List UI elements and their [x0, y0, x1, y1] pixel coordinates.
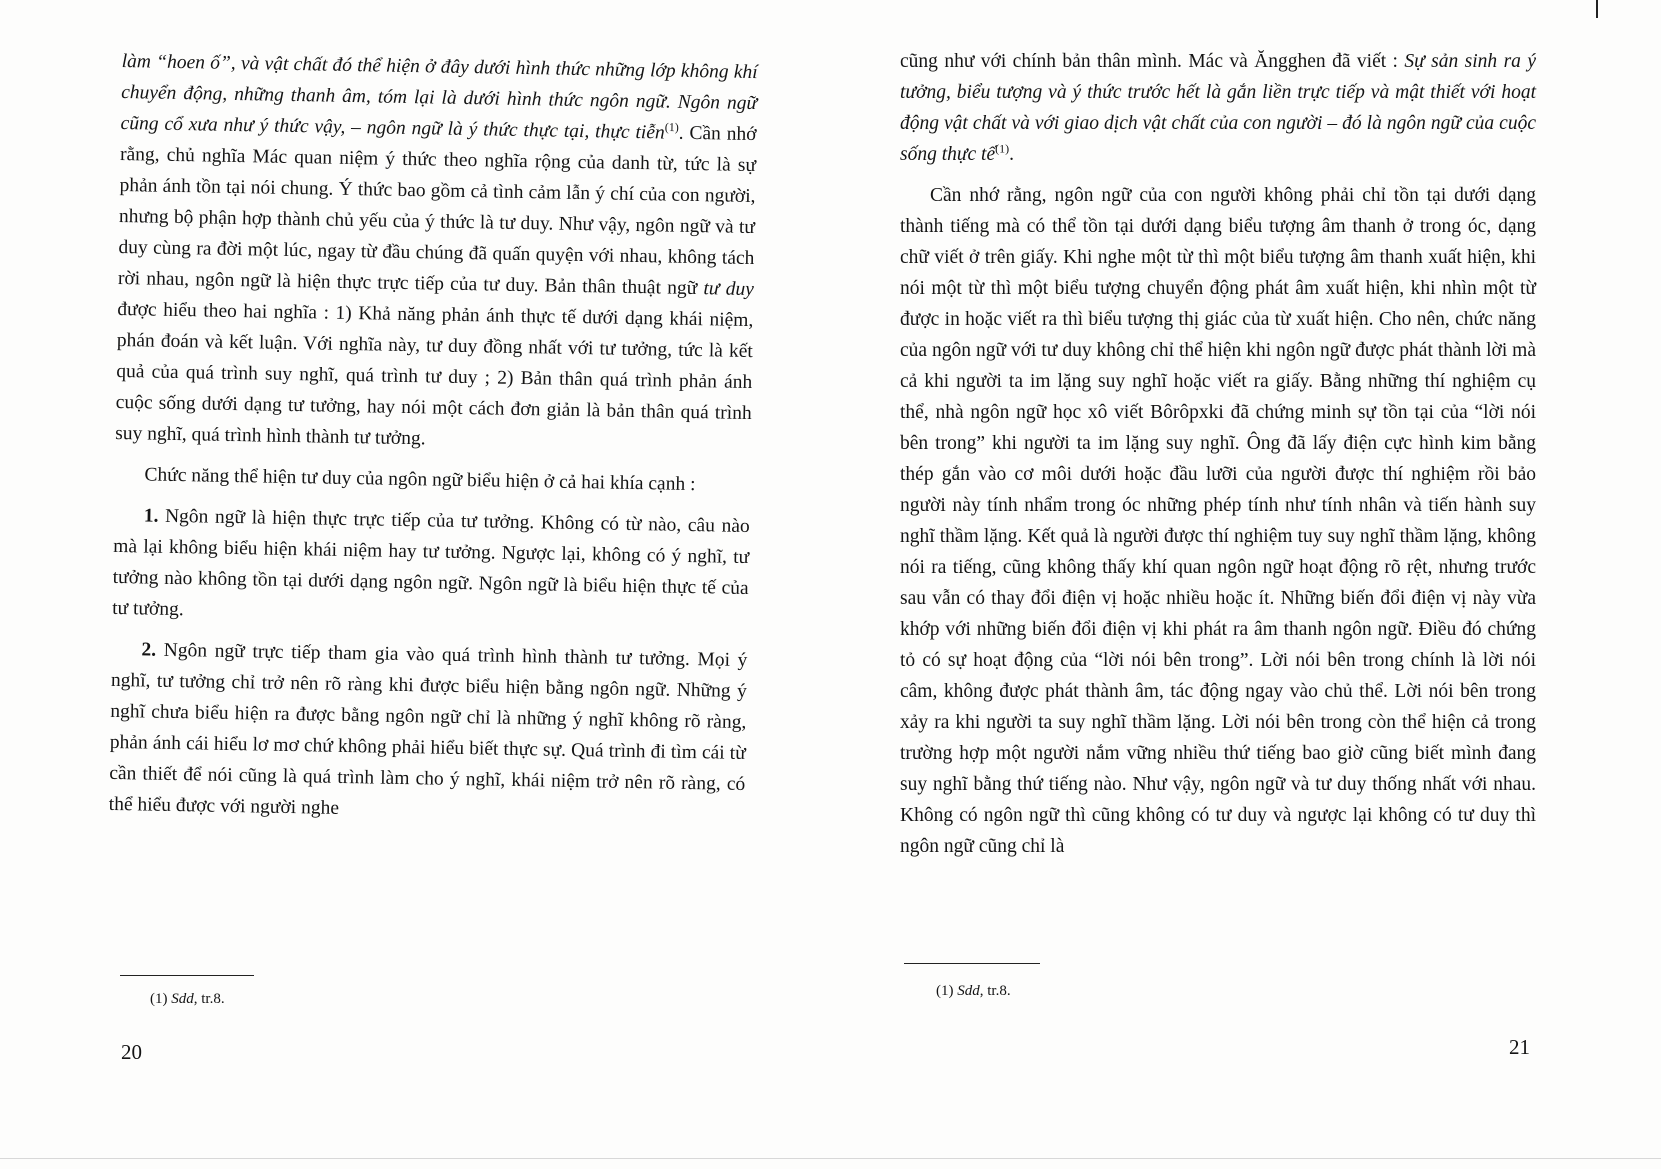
- footnote-ref: (1): [995, 141, 1010, 156]
- paragraph-text: cũng như với chính bản thân mình. Mác và Ăngghen đã viết :: [900, 51, 1405, 72]
- footnote: [936, 982, 1011, 1000]
- list-number: 1.: [143, 505, 159, 527]
- footnote-ref: (1): [664, 119, 679, 135]
- footnote-mark: (1): [150, 991, 168, 1007]
- scan-mark: [1596, 0, 1598, 18]
- right-paragraph-1: [900, 46, 1536, 170]
- footnote-divider: [904, 963, 1040, 964]
- footnote-divider: [120, 975, 254, 976]
- left-paragraph-1: [115, 46, 758, 460]
- footnote-source: Sdd: [957, 983, 980, 999]
- left-page-body: [108, 46, 757, 831]
- paragraph-text: được hiểu theo hai nghĩa : 1) Khả năng phản ánh thực tế dưới dạng khái niệm, phán đoán và kết luận. Với nghĩa này, tư duy đồng nhất với tư tưởng, tức là kết quả của quá trình suy nghĩ, quá trình tư duy ; 2) Bản thân quá trình phản ánh cuộc sống dưới dạng tư tưởng, hay nói một cách đơn giản là bản thân quá trình suy nghĩ, quá trình hình thành tư tưởng.: [115, 298, 754, 450]
- quote-text: làm “hoen ố”, và vật chất đó thể hiện ở đây dưới hình thức những lớp không khí chuyển động, những thanh âm, tóm lại là dưới hình thức ngôn ngữ. Ngôn ngữ cũng cổ xưa như ý thức vậy, – ngôn ngữ là ý thức thực tại, thực tiễn: [120, 50, 758, 144]
- term-tu-duy: tư duy: [703, 278, 755, 301]
- footnote-pages: , tr.8.: [979, 983, 1011, 999]
- page-number: 21: [1509, 1035, 1530, 1059]
- right-page-body: [900, 46, 1536, 862]
- footnote-pages: , tr.8.: [193, 991, 225, 1007]
- left-paragraph-3: [112, 500, 750, 635]
- scan-edge: [0, 1158, 1661, 1159]
- paragraph-text: Ngôn ngữ trực tiếp tham gia vào quá trình hình thành tư tưởng. Mọi ý nghĩ, tư tưởng chỉ trở nên rõ ràng khi được biểu hiện bằng ngôn ngữ. Những ý nghĩ chưa biểu hiện ra được bằng ngôn ngữ chỉ là những ý nghĩ không rõ ràng, phản ánh cái hiểu lơ mơ chứ không phải hiểu biết thực sự. Quá trình đi tìm cái từ cần thiết để nói cũng là quá trình làm cho ý nghĩ, khái niệm trở nên rõ ràng, có thể hiểu được với người nghe: [108, 639, 748, 819]
- left-paragraph-2: [114, 459, 750, 501]
- list-number: 2.: [141, 639, 157, 661]
- left-page: [0, 0, 830, 1169]
- footnote-mark: (1): [936, 983, 954, 999]
- page-number: 20: [121, 1040, 142, 1064]
- left-paragraph-4: [108, 634, 747, 831]
- paragraph-text: Chức năng thể hiện tư duy của ngôn ngữ biểu hiện ở cả hai khía cạnh :: [144, 464, 696, 496]
- paragraph-text: Cần nhớ rằng, ngôn ngữ của con người không phải chỉ tồn tại dưới dạng thành tiếng mà có thể tồn tại dưới dạng biểu tượng âm thanh ở trong óc, dạng chữ viết ở trên giấy. Khi nghe một từ thì một biểu tượng âm thanh xuất hiện, khi nói một từ thì một biểu tượng chuyển động phát âm xuất hiện, khi nhìn một từ được in hoặc viết ra thì biểu tượng thị giác của từ xuất hiện. Cho nên, chức năng của ngôn ngữ với tư duy không chỉ thể hiện khi ngôn ngữ được phát thành lời mà cả khi người ta im lặng suy nghĩ hoặc viết ra giấy. Bằng những thí nghiệm cụ thể, nhà ngôn ngữ học xô viết Bôrôpxki đã chứng minh sự tồn tại của “lời nói bên trong” khi người ta im lặng suy nghĩ. Ông đã lấy điện cực hình kim bằng thép gắn vào cơ môi dưới hoặc đầu lưỡi của người được thí nghiệm rồi bảo người này tính nhẩm trong óc những phép tính như tính nhân và tiến hành suy nghĩ thầm lặng. Kết quả là người được thí nghiệm tuy suy nghĩ thầm lặng, không nói ra tiếng, cũng không thấy khí quan ngôn ngữ hoạt động rõ rệt, nhưng trước sau vẫn có thay đổi điện vị hoặc nhiều hoặc ít. Những biến đổi điện vị này vừa khớp với những biến đổi điện vị khi phát ra âm thanh ngôn ngữ. Điều đó chứng tỏ có sự hoạt động của “lời nói bên trong”. Lời nói bên trong chính là lời nói câm, không được phát thành âm, tác động ngay vào chủ thể. Lời nói bên trong xảy ra khi người ta suy nghĩ thầm lặng. Lời nói bên trong còn thể hiện cả trong trường hợp một người nắm vững nhiều thứ tiếng bao giờ cũng biết mình đang suy nghĩ bằng thứ tiếng nào. Như vậy, ngôn ngữ và tư duy thống nhất với nhau. Không có ngôn ngữ thì cũng không có tư duy và ngược lại không có tư duy thì ngôn ngữ cũng chỉ là: [900, 185, 1536, 857]
- right-paragraph-2: [900, 180, 1536, 862]
- paragraph-text: Ngôn ngữ là hiện thực trực tiếp của tư tưởng. Không có từ nào, câu nào mà lại không biểu hiện khái niệm hay tư tưởng. Ngược lại, không có ý nghĩ, tư tưởng nào không tồn tại dưới dạng ngôn ngữ. Ngôn ngữ là biểu hiện thực tế của tư tưởng.: [111, 505, 750, 621]
- footnote: [150, 990, 225, 1008]
- right-page: [830, 0, 1661, 1169]
- paragraph-text: .: [1009, 144, 1014, 165]
- paragraph-text: . Cần nhớ rằng, chủ nghĩa Mác quan niệm ý thức theo nghĩa rộng của danh từ, tức là sự phản ánh tồn tại nói chung. Ý thức bao gồm cả tình cảm lẫn ý chí của con người, nhưng bộ phận hợp thành chủ yếu của ý thức là tư duy. Như vậy, ngôn ngữ và tư duy cùng ra đời một lúc, ngay từ đầu chúng đã quấn quyện với nhau, không tách rời nhau, ngôn ngữ là hiện thực trực tiếp của tư duy. Bản thân thuật ngữ: [117, 122, 757, 300]
- footnote-source: Sdd: [171, 991, 194, 1007]
- quote-text: Sự sản sinh ra ý tưởng, biểu tượng và ý thức trước hết là gắn liền trực tiếp và mật thiết với hoạt động vật chất và với giao dịch vật chất của con người – đó là ngôn ngữ của cuộc sống thực tế: [900, 51, 1536, 165]
